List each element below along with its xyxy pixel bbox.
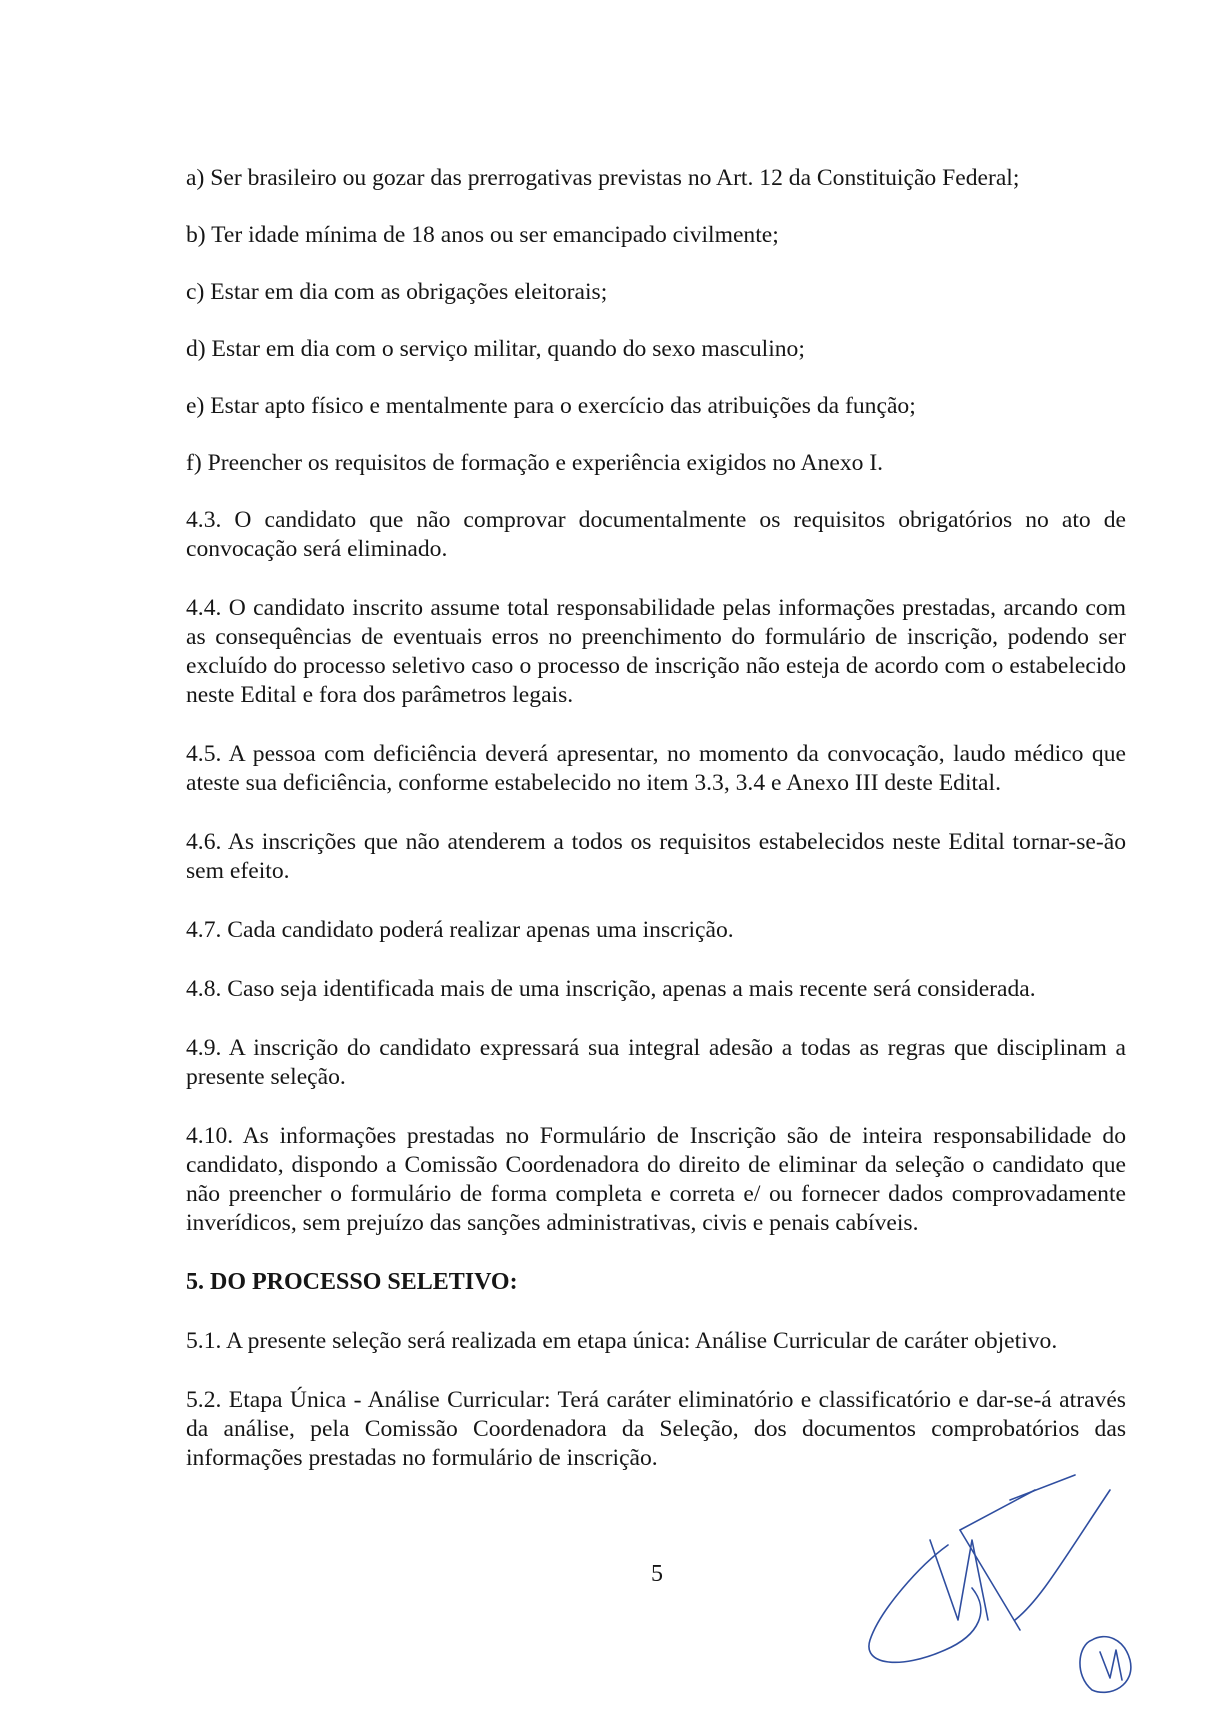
clause-4-4: 4.4. O candidato inscrito assume total responsabilidade pelas informações prestadas, arcando com as consequências de eventuais erros no preenchimento do formulário de inscrição, podendo ser excluído do processo seletivo caso o processo de inscrição não esteja de acordo com o estabelecido neste Edital e fora dos parâmetros legais. xyxy=(186,595,1126,708)
requirement-d: d) Estar em dia com o serviço militar, quando do sexo masculino; xyxy=(186,336,805,362)
clause-4-8: 4.8. Caso seja identificada mais de uma inscrição, apenas a mais recente será considerada. xyxy=(186,976,1036,1002)
clause-4-9: 4.9. A inscrição do candidato expressará sua integral adesão a todas as regras que disciplinam a presente seleção. xyxy=(186,1035,1126,1090)
clause-4-7: 4.7. Cada candidato poderá realizar apenas uma inscrição. xyxy=(186,917,734,943)
clause-5-1: 5.1. A presente seleção será realizada em etapa única: Análise Curricular de caráter objetivo. xyxy=(186,1328,1058,1354)
section-4-clauses xyxy=(186,506,1126,1238)
requirement-e: e) Estar apto físico e mentalmente para o exercício das atribuições da função; xyxy=(186,393,916,419)
requirement-c: c) Estar em dia com as obrigações eleitorais; xyxy=(186,279,608,305)
section-5-clauses xyxy=(186,1327,1126,1473)
requirement-b: b) Ter idade mínima de 18 anos ou ser emancipado civilmente; xyxy=(186,222,779,248)
clause-4-6: 4.6. As inscrições que não atenderem a todos os requisitos estabelecidos neste Edital tornar-se-ão sem efeito. xyxy=(186,829,1126,884)
clause-4-3: 4.3. O candidato que não comprovar documentalmente os requisitos obrigatórios no ato de convocação será eliminado. xyxy=(186,507,1126,562)
page-number: 5 xyxy=(651,1561,663,1587)
clause-5-2: 5.2. Etapa Única - Análise Curricular: Terá caráter eliminatório e classificatório e dar-se-á através da análise, pela Comissão Coordenadora da Seleção, dos documentos comprobatórios das informações prestadas no formulário de inscrição. xyxy=(186,1387,1126,1471)
page-content xyxy=(186,164,1126,1503)
requirement-a: a) Ser brasileiro ou gozar das prerrogativas previstas no Art. 12 da Constituição Federal; xyxy=(186,165,1020,191)
requirements-list xyxy=(186,164,1126,478)
clause-4-10: 4.10. As informações prestadas no Formulário de Inscrição são de inteira responsabilidade do candidato, dispondo a Comissão Coordenadora do direito de eliminar da seleção o candidato que não preencher o formulário de forma completa e correta e/ ou fornecer dados comprovadamente inverídicos, sem prejuízo das sanções administrativas, civis e penais cabíveis. xyxy=(186,1123,1126,1236)
requirement-f: f) Preencher os requisitos de formação e experiência exigidos no Anexo I. xyxy=(186,450,884,476)
clause-4-5: 4.5. A pessoa com deficiência deverá apresentar, no momento da convocação, laudo médico que ateste sua deficiência, conforme estabelecido no item 3.3, 3.4 e Anexo III deste Edital. xyxy=(186,741,1126,796)
signature-strokes xyxy=(869,1475,1131,1692)
section-5-heading: 5. DO PROCESSO SELETIVO: xyxy=(186,1269,518,1295)
handwritten-signature-icon xyxy=(860,1470,1180,1700)
